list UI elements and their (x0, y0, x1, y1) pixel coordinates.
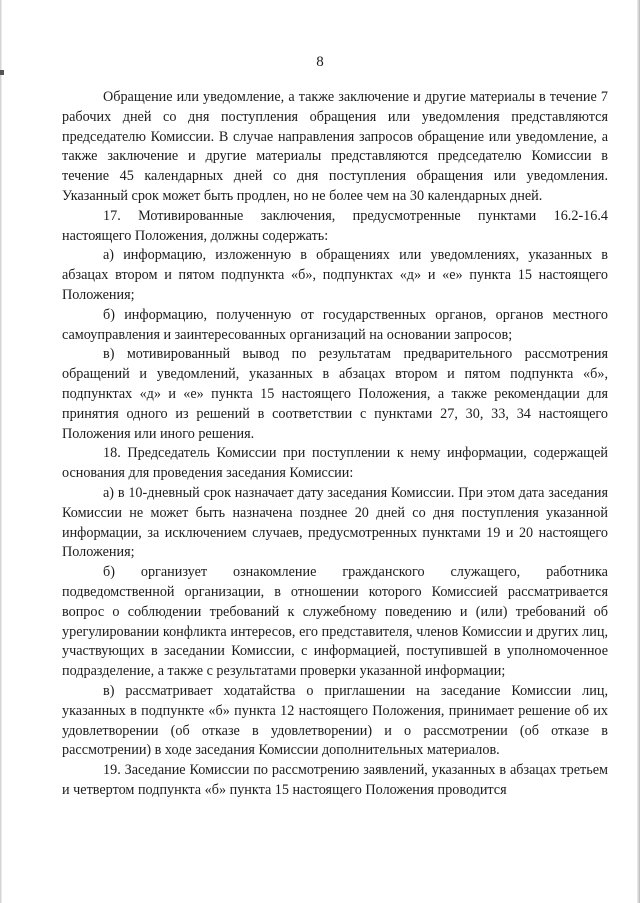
paragraph-17-v: в) мотивированный вывод по результатам предварительного рассмотрения обращений и уведомлений, указанных в абзацах втором и пятом подпункта «б», подпунктах «д» и «е» пункта 15 настоящего Положения, а также рекомендации для принятия одного из решений в соответствии с пунктами 27, 30, 33, 34 настоящего Положения или иного решения. (62, 346, 608, 442)
document-body (62, 88, 608, 801)
page-number: 8 (316, 54, 324, 70)
paragraph-17-a: а) информацию, изложенную в обращениях или уведомлениях, указанных в абзацах втором и пятом подпункта «б», подпунктах «д» и «е» пункта 15 настоящего Положения; (62, 247, 608, 303)
scan-left-edge (0, 0, 2, 903)
paragraph-18-b: б) организует ознакомление гражданского служащего, работника подведомственной организации, в отношении которого Комиссией рассматривается вопрос о соблюдении требований к служебному поведению и (или) требований об урегулировании конфликта интересов, его представителя, членов Комиссии и других лиц, участвующих в заседании Комиссии, с информацией, поступившей в уполномоченное подразделение, а также с результатами проверки указанной информации; (62, 564, 608, 680)
paragraph-18: 18. Председатель Комиссии при поступлении к нему информации, содержащей основания для проведения заседания Комиссии: (62, 445, 608, 482)
paragraph-materials-deadline: Обращение или уведомление, а также заключение и другие материалы в течение 7 рабочих дней со дня поступления обращения или уведомления представляются председателю Комиссии. В случае направления запросов обращение или уведомление, а также заключение и другие материалы представляются председателю Комиссии в течение 45 календарных дней со дня поступления обращения или уведомления. Указанный срок может быть продлен, но не более чем на 30 календарных дней. (62, 89, 608, 204)
paragraph-17-b: б) информацию, полученную от государственных органов, органов местного самоуправления и заинтересованных организаций на основании запросов; (62, 306, 608, 343)
paragraph-19: 19. Заседание Комиссии по рассмотрению заявлений, указанных в абзацах третьем и четвертом подпункта «б» пункта 15 настоящего Положения проводится (62, 762, 608, 798)
paragraph-17: 17. Мотивированные заключения, предусмотренные пунктами 16.2-16.4 настоящего Положения, должны содержать: (62, 207, 608, 244)
paragraph-18-a: а) в 10-дневный срок назначает дату заседания Комиссии. При этом дата заседания Комиссии не может быть назначена позднее 20 дней со дня поступления указанной информации, за исключением случаев, предусмотренных пунктами 19 и 20 настоящего Положения; (62, 484, 608, 561)
paragraph-18-v: в) рассматривает ходатайства о приглашении на заседание Комиссии лиц, указанных в подпункте «б» пункта 12 настоящего Положения, принимает решение об их удовлетворении (об отказе в удовлетворении) и о рассмотрении (об отказе в рассмотрении) в ходе заседания Комиссии дополнительных материалов. (62, 682, 608, 759)
